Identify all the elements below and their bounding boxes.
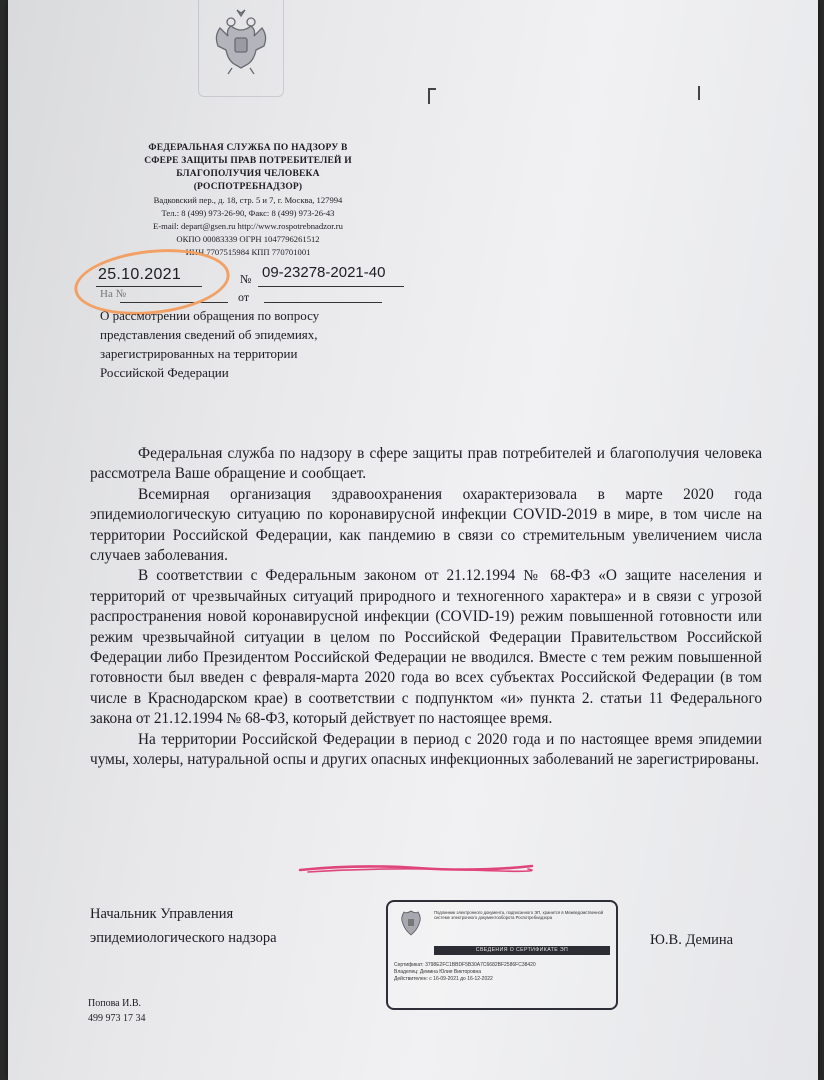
subject-line: представления сведений об эпидемиях,	[100, 327, 318, 342]
org-address: Вадковский пер., д. 18, стр. 5 и 7, г. Москва, 127994	[153, 195, 343, 205]
org-name-line: (РОСПОТРЕБНАДЗОР)	[193, 182, 303, 192]
stamp-owner: Владелец: Демина Юлия Викторовна	[394, 969, 482, 976]
number-sign: №	[240, 272, 252, 286]
russian-coat-of-arms-icon	[206, 6, 276, 76]
org-name-line: ФЕДЕРАЛЬНАЯ СЛУЖБА ПО НАДЗОРУ В	[148, 143, 348, 153]
letter-page	[8, 0, 818, 1080]
org-name-line: СФЕРЕ ЗАЩИТЫ ПРАВ ПОТРЕБИТЕЛЕЙ И	[144, 156, 352, 166]
executor-phone: 499 973 17 34	[88, 1013, 146, 1024]
body-paragraph: Федеральная служба по надзору в сфере защиты прав потребителей и благополучия человека рассмотрела Ваше обращение и сообщает.	[90, 445, 762, 483]
letter-subject	[100, 306, 319, 382]
reply-to-label: На №	[100, 288, 127, 300]
stamp-validity: Действителен: с 16-09-2021 до 16-12-2022	[394, 976, 493, 983]
signatory-title-line: эпидемиологического надзора	[90, 930, 277, 946]
document-number: 09-23278-2021-40	[262, 264, 386, 281]
org-inn: ИНН 7707515984 КПП 770701001	[185, 247, 311, 257]
letter-body	[90, 444, 762, 771]
org-email: E-mail: depart@gsen.ru http://www.rospotrebnadzor.ru	[153, 221, 343, 231]
org-okpo: ОКПО 00083339 ОГРН 1047796261512	[176, 234, 320, 244]
stamp-header-text: Подлинник электронного документа, подписанного ЭП, хранится в Межведомственной системе электронного документооборота Роспотребнадзора	[434, 910, 604, 921]
stamp-cert-number: Сертификат: 3798E2FC1BBDF5B30A7C6682BF2586FC38420	[394, 962, 536, 968]
from-underline	[264, 302, 382, 303]
org-phone: Тел.: 8 (499) 973-26-90, Факс: 8 (499) 973-26-43	[161, 208, 335, 218]
coat-of-arms-icon	[396, 908, 426, 938]
org-name-line: БЛАГОПОЛУЧИЯ ЧЕЛОВЕКА	[176, 169, 320, 179]
signatory-title-line: Начальник Управления	[90, 906, 234, 922]
from-label: от	[238, 290, 250, 304]
body-paragraph: Всемирная организация здравоохранения охарактеризовала в марте 2020 года эпидемиологическую ситуацию по коронавирусной инфекции COVID-2019 в мире, в том числе на территории Российской Федерации, как пандемию в связи со стремительным увеличением числа случаев заболевания.	[90, 485, 762, 565]
number-underline	[258, 286, 404, 287]
address-field-corner-left	[428, 88, 436, 104]
signatory-title	[90, 902, 277, 950]
body-paragraph: На территории Российской Федерации в период с 2020 года и по настоящее время эпидемии чумы, холеры, натуральной оспы и других опасных инфекционных заболеваний не зарегистрированы.	[90, 730, 762, 769]
body-paragraph: В соответствии с Федеральным законом от 21.12.1994 № 68-ФЗ «О защите населения и территорий от чрезвычайных ситуаций природного и техногенного характера» и в связи с угрозой распространения новой коронавирусной инфекции (COVID-19) режим повышенной готовности или режим чрезвычайной ситуации в целом по Российской Федерации Правительством Российской Федерации либо Президентом Российской Федерации не вводился. Вместе с тем режим повышенной готовности был введен с февраля-марта 2020 года во всех субъектах Российской Федерации (в том числе в Краснодарском крае) в соответствии с подпунктом «и» пункта 2. статьи 11 Федерального закона от 21.12.1994 № 68-ФЗ, который действует по настоящее время.	[90, 567, 762, 728]
organization-header	[108, 142, 388, 259]
executor-info	[88, 996, 146, 1026]
document-date: 25.10.2021	[98, 266, 182, 283]
electronic-signature-stamp	[386, 900, 618, 1010]
stamp-details	[394, 962, 610, 984]
subject-line: зарегистрированных на территории	[100, 346, 298, 361]
signatory-name: Ю.В. Демина	[650, 932, 734, 948]
address-field-corner-right	[698, 86, 700, 100]
subject-line: Российской Федерации	[100, 365, 229, 380]
stamp-certificate-title: СВЕДЕНИЯ О СЕРТИФИКАТЕ ЭП	[434, 946, 610, 955]
pink-underline-marking	[298, 860, 534, 874]
executor-name: Попова И.В.	[88, 998, 141, 1009]
subject-line: О рассмотрении обращения по вопросу	[100, 308, 320, 323]
